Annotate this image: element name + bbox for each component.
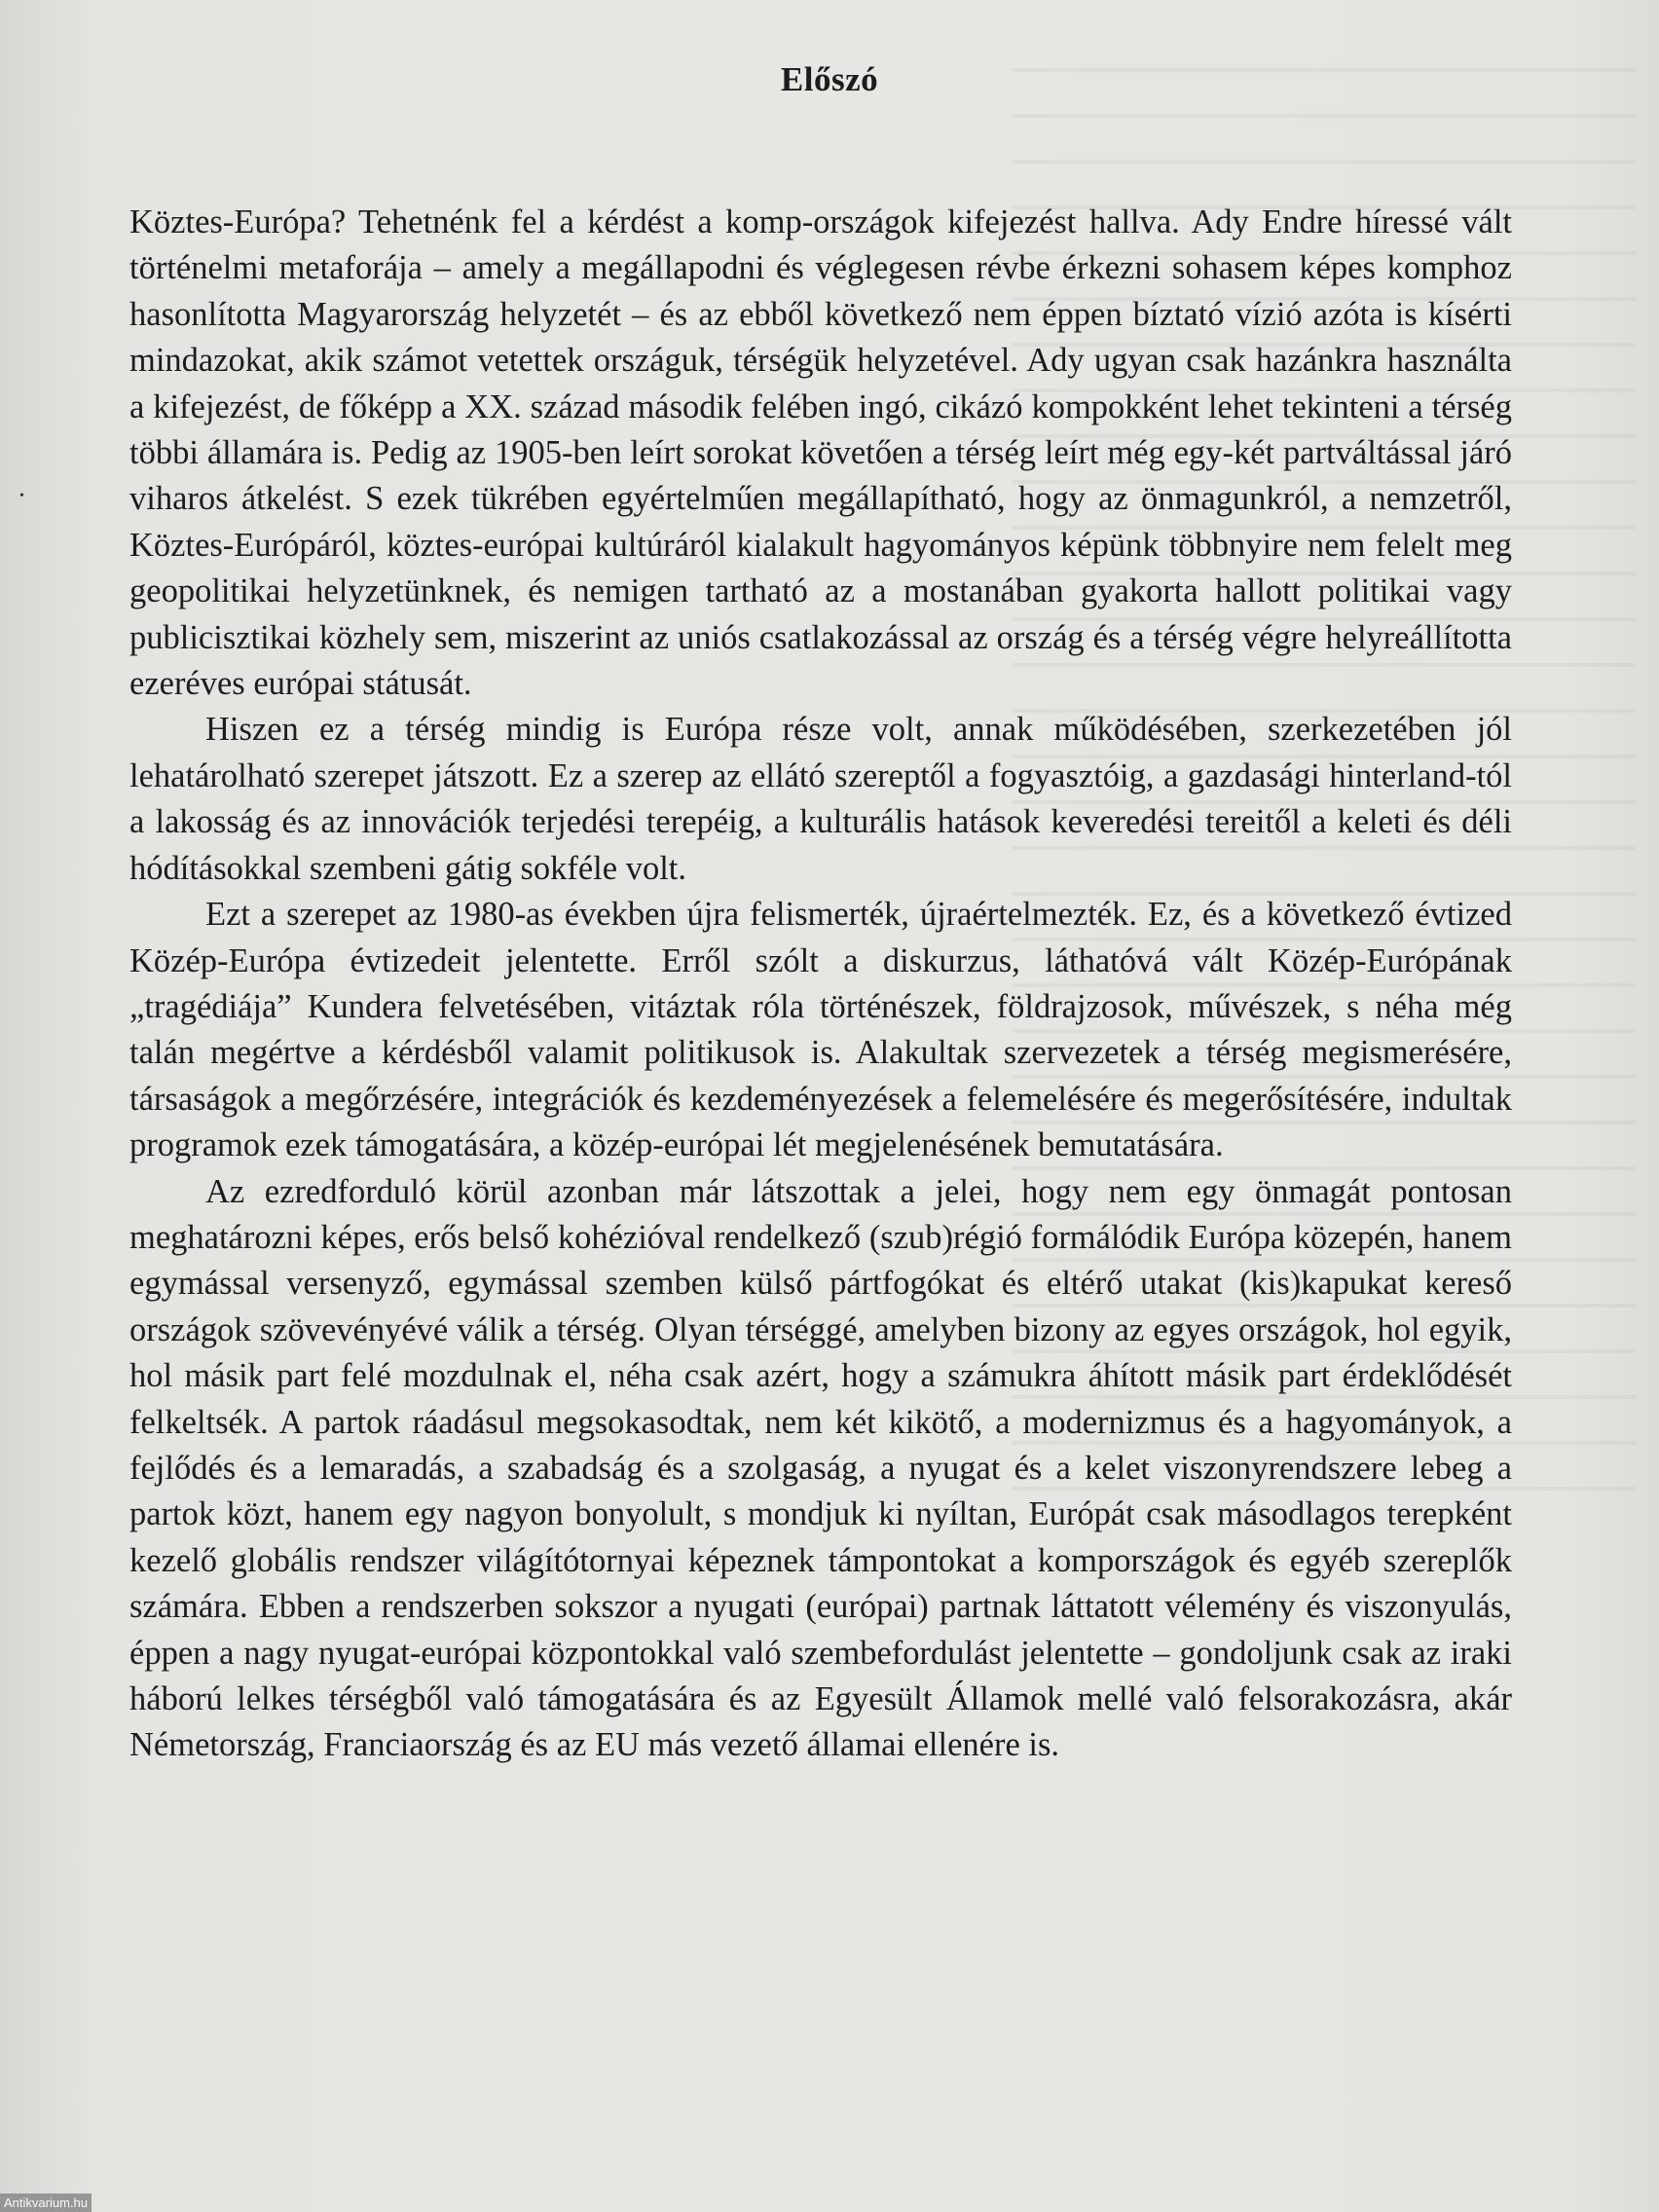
watermark: Antikvarium.hu: [0, 2194, 92, 2212]
body-text: [129, 200, 1512, 1769]
paragraph-2: Hiszen ez a térség mindig is Európa része volt, annak működésében, szerkezetében jól lehatárolható szerepet játszott. Ez a szerep az ellátó szereptől a fogyasztóig, a gazdasági hinterland-tól a lakosság és az innovációk terjedési terepéig, a kulturális hatások keveredési tereitől a keleti és déli hódításokkal szembeni gátig sokféle volt.: [129, 711, 1512, 887]
paragraph-1: Köztes-Európa? Tehetnénk fel a kérdést a komp-országok kifejezést hallva. Ady Endre híressé vált történelmi metaforája – amely a megállapodni és véglegesen révbe érkezni sohasem képes komphoz hasonlította Magyarország helyzetét – és az ebből következő nem éppen bíztató vízió azóta is kísérti mindazokat, akik számot vetettek országuk, térségük helyzetével. Ady ugyan csak hazánkra használta a kifejezést, de főképp a XX. század második felében ingó, cikázó kompokként lehet tekinteni a térség többi államára is. Pedig az 1905-ben leírt sorokat követően a térség leírt még egy-két partváltással járó viharos átkelést. S ezek tükrében egyértelműen megállapítható, hogy az önmagunkról, a nemzetről, Köztes-Európáról, köztes-európai kultúráról kialakult hagyományos képünk többnyire nem felelt meg geopolitikai helyzetünknek, és nemigen tartható az a mostanában gyakorta hallott politikai vagy publicisztikai közhely sem, miszerint az uniós csatlakozással az ország és a térség végre helyreállította ezeréves európai státusát.: [129, 203, 1512, 703]
paragraph-4: Az ezredforduló körül azonban már látszottak a jelei, hogy nem egy önmagát pontosan meghatározni képes, erős belső kohézióval rendelkező (szub)régió formálódik Európa közepén, hanem egymással versenyző, egymással szemben külső pártfogókat és eltérő utakat (kis)kapukat kereső országok szövevényévé válik a térség. Olyan térséggé, amelyben bizony az egyes országok, hol egyik, hol másik part felé mozdulnak el, néha csak azért, hogy a számukra áhított másik part érdeklődését felkeltsék. A partok ráadásul megsokasodtak, nem két kikötő, a modernizmus és a hagyományok, a fejlődés és a lemaradás, a szabadság és a szolgaság, a nyugat és a kelet viszonyrendszere lebeg a partok közt, hanem egy nagyon bonyolult, s mondjuk ki nyíltan, Európát csak másodlagos terepként kezelő globális rendszer világítótornyai képeznek támpontokat a kompországok és egyéb szereplők számára. Ebben a rendszerben sokszor a nyugati (európai) partnak láttatott vélemény és viszonyulás, éppen a nagy nyugat-európai központokkal való szembefordulást jelentette – gondoljunk csak az iraki háború lelkes térségből való támogatására és az Egyesült Államok mellé való felsorakozásra, akár Németország, Franciaország és az EU más vezető államai ellenére is.: [129, 1172, 1512, 1764]
page-title: Előszó: [780, 60, 879, 98]
margin-mark: •: [19, 489, 24, 503]
paragraph-3: Ezt a szerepet az 1980-as években újra felismerték, újraértelmezték. Ez, és a következő évtized Közép-Európa évtizedeit jelentette. Erről szólt a diskurzus, láthatóvá vált Közép-Európának „tragédiája” Kundera felvetésében, vitáztak róla történészek, földrajzosok, művészek, s néha még talán megértve a kérdésből valamit politikusok is. Alakultak szervezetek a térség megismerésére, társaságok a megőrzésére, integrációk és kezdeményezések a felemelésére és megerősítésére, indultak programok ezek támogatására, a közép-európai lét megjelenésének bemutatására.: [129, 896, 1512, 1164]
